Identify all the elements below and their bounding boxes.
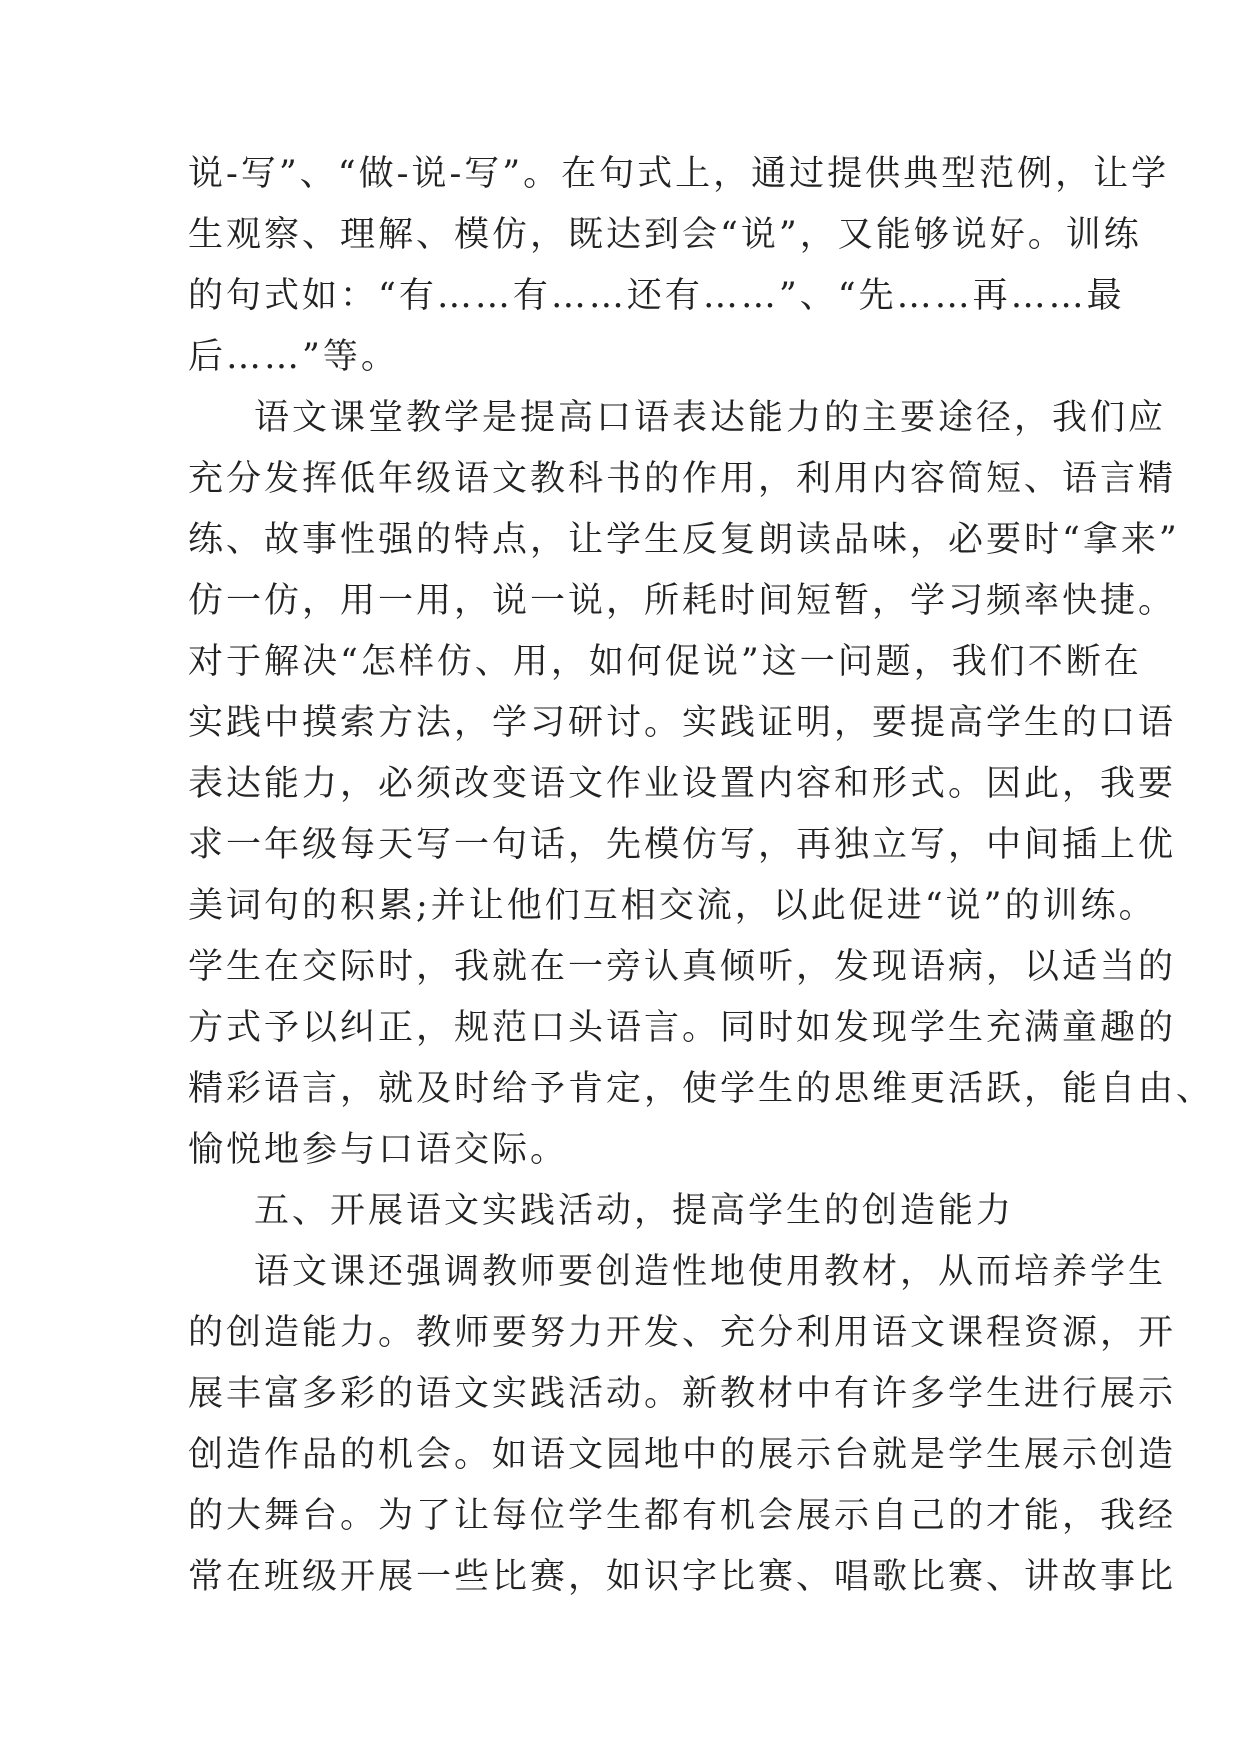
paragraph-line: 展丰富多彩的语文实践活动。新教材中有许多学生进行展示 xyxy=(188,1374,1177,1414)
paragraph-first-line: 语文课堂教学是提高口语表达能力的主要途径，我们应 xyxy=(254,398,1167,438)
paragraph-line: 后……”等。 xyxy=(188,337,399,377)
paragraph-line: 的创造能力。教师要努力开发、充分利用语文课程资源，开 xyxy=(188,1313,1177,1353)
paragraph-line: 说-写”、“做-说-写”。在句式上，通过提供典型范例，让学 xyxy=(188,154,1170,194)
paragraph-line: 的大舞台。为了让每位学生都有机会展示自己的才能，我经 xyxy=(188,1496,1177,1536)
paragraph-line: 充分发挥低年级语文教科书的作用，利用内容简短、语言精 xyxy=(188,459,1177,499)
paragraph-line: 方式予以纠正，规范口头语言。同时如发现学生充满童趣的 xyxy=(188,1008,1177,1048)
paragraph-line: 愉悦地参与口语交际。 xyxy=(188,1130,569,1170)
paragraph-line: 生观察、理解、模仿，既达到会“说”，又能够说好。训练 xyxy=(188,215,1142,255)
paragraph-line: 创造作品的机会。如语文园地中的展示台就是学生展示创造 xyxy=(188,1435,1177,1475)
paragraph-line: 实践中摸索方法，学习研讨。实践证明，要提高学生的口语 xyxy=(188,703,1177,743)
paragraph-line: 常在班级开展一些比赛，如识字比赛、唱歌比赛、讲故事比 xyxy=(188,1557,1177,1597)
paragraph-line: 学生在交际时，我就在一旁认真倾听，发现语病，以适当的 xyxy=(188,947,1177,987)
paragraph-line: 精彩语言，就及时给予肯定，使学生的思维更活跃，能自由、 xyxy=(188,1069,1215,1109)
paragraph-line: 的句式如：“有……有……还有……”、“先……再……最 xyxy=(188,276,1125,316)
paragraph-first-line: 语文课还强调教师要创造性地使用教材，从而培养学生 xyxy=(254,1252,1167,1292)
paragraph-line: 求一年级每天写一句话，先模仿写，再独立写，中间插上优 xyxy=(188,825,1177,865)
paragraph-line: 练、故事性强的特点，让学生反复朗读品味，必要时“拿来” xyxy=(188,520,1180,560)
paragraph-line: 对于解决“怎样仿、用，如何促说”这一问题，我们不断在 xyxy=(188,642,1142,682)
paragraph-line: 仿一仿，用一用，说一说，所耗时间短暂，学习频率快捷。 xyxy=(188,581,1177,621)
section-heading: 五、开展语文实践活动，提高学生的创造能力 xyxy=(254,1191,1015,1231)
paragraph-line: 美词句的积累;并让他们互相交流，以此促进“说”的训练。 xyxy=(188,886,1157,926)
paragraph-line: 表达能力，必须改变语文作业设置内容和形式。因此，我要 xyxy=(188,764,1177,804)
